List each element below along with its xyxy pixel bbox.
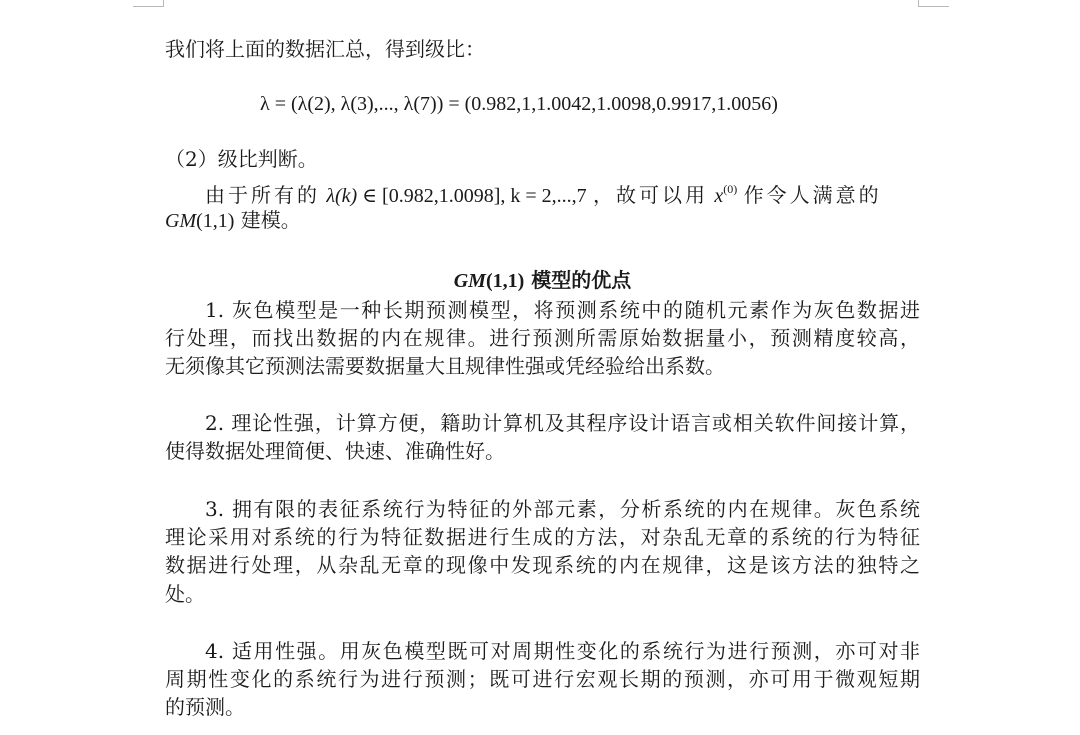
step2-label: （2）级比判断。 [165,147,318,171]
step2-line2 [165,207,920,234]
point1-line1: 1. 灰色模型是一种长期预测模型，将预测系统中的随机元素作为灰色数据进 [205,298,920,322]
x-superscript: (0) [723,182,738,196]
ratio-interval: [0.982,1.0098] [382,185,501,207]
gm-model-args: (1,1) [196,210,235,232]
step2-line2-rest: 建模。 [234,208,301,232]
section-heading [165,266,920,295]
intro-sentence: 我们将上面的数据汇总，得到级比： [165,37,485,61]
ratio-formula: λ = (λ(2), λ(3),..., λ(7)) = (0.982,1,1.0042,1.0098,0.9917,1.0056) [260,93,778,115]
step2-text-b: ，故可以用 [593,183,708,207]
page-margin-mark-left [133,0,164,7]
x-variable: x [714,185,724,207]
lambda-k-expression: λ(k) ∈ [326,185,383,207]
point3-line2: 理论采用对系统的行为特征数据进行生成的方法，对杂乱无章的系统的行为特征 [165,525,920,549]
heading-gm: GM [453,270,486,292]
point1-line2: 行处理，而找出数据的内在规律。进行预测所需原始数据量小，预测精度较高， [165,326,920,350]
point4-line1: 4. 适用性强。用灰色模型既可对周期性变化的系统行为进行预测，亦可对非 [205,639,920,663]
point3-line1: 3. 拥有限的表征系统行为特征的外部元素，分析系统的内在规律。灰色系统 [205,497,920,521]
step2-text-a: 由于所有的 [205,183,320,207]
k-range: , k = 2,...,7 [500,185,587,207]
point1-line3: 无须像其它预测法需要数据量大且规律性强或凭经验给出系数。 [165,354,725,378]
point3-line4: 处。 [165,582,205,606]
point4-line2: 周期性变化的系统行为进行预测；既可进行宏观长期的预测，亦可用于微观短期 [165,667,920,691]
heading-text: 模型的优点 [524,268,632,292]
page-margin-mark-right [918,0,949,7]
point2-line2: 使得数据处理简便、快速、准确性好。 [165,439,505,463]
point4-line3: 的预测。 [165,695,245,719]
step2-line1 [205,176,920,209]
gm-model-name: GM [165,210,197,232]
point2-line1: 2. 理论性强，计算方便，籍助计算机及其程序设计语言或相关软件间接计算， [205,411,920,435]
point3-line3: 数据进行处理，从杂乱无章的现像中发现系统的内在规律，这是该方法的独特之 [165,553,920,577]
document-page [165,0,920,735]
heading-args: (1,1) [485,270,525,292]
step2-text-c: 作令人满意的 [743,183,882,207]
